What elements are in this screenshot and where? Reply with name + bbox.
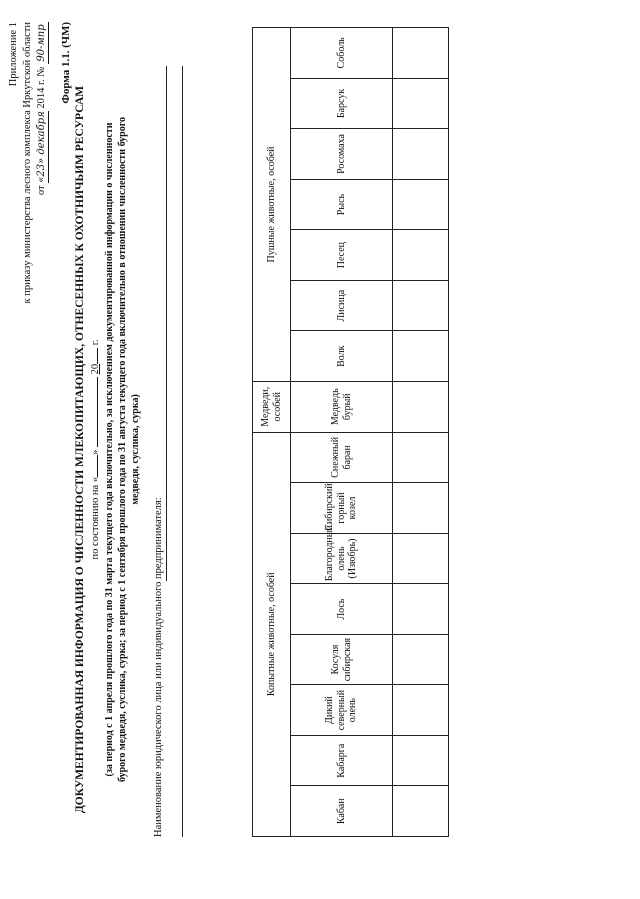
table-data-row [393, 28, 449, 837]
species-header-12: Рысь [291, 179, 393, 230]
data-cell-2[interactable] [393, 685, 449, 736]
form-number: Форма 1.1. (ЧМ) [60, 22, 72, 104]
appendix-order-line: к приказу министерства лесного комплекса Иркутской области [22, 22, 33, 304]
species-header-0: Кабан [291, 786, 393, 837]
data-cell-12[interactable] [393, 179, 449, 230]
data-cell-3[interactable] [393, 634, 449, 685]
period-line-3: медведя, суслика, сурка) [130, 394, 141, 505]
date-handwritten: «23» декабря [36, 111, 47, 183]
appendix-date-line: от «23» декабря 2014 г. № 90-мпр [36, 22, 49, 195]
species-header-14: Барсук [291, 78, 393, 129]
species-header-11: Песец [291, 230, 393, 281]
data-cell-0[interactable] [393, 786, 449, 837]
species-header-1: Кабарга [291, 735, 393, 786]
data-cell-6[interactable] [393, 483, 449, 534]
entity-name-label: Наименование юридического лица или индивидуального предпринимателя: [153, 497, 164, 837]
data-cell-10[interactable] [393, 280, 449, 331]
data-cell-15[interactable] [393, 28, 449, 79]
data-cell-13[interactable] [393, 129, 449, 180]
species-header-5: Благородный олень (Изюбрь) [291, 533, 393, 584]
species-header-3: Косуля сибирская [291, 634, 393, 685]
entity-name-field[interactable] [166, 66, 167, 581]
species-header-13: Росомаха [291, 129, 393, 180]
species-header-2: Дикий северный олень [291, 685, 393, 736]
species-header-10: Лисица [291, 280, 393, 331]
species-header-6: Сибирский горный козел [291, 483, 393, 534]
data-cell-5[interactable] [393, 533, 449, 584]
number-handwritten: 90-мпр [36, 22, 49, 64]
table-group-row [253, 28, 291, 837]
document-title: ДОКУМЕНТИРОВАННАЯ ИНФОРМАЦИЯ О ЧИСЛЕННОСТИ МЛЕКОПИТАЮЩИХ, ОТНЕСЕННЫХ К ОХОТНИЧЬИМ РЕСУРСАМ [74, 85, 86, 814]
species-header-8: Медведь бурый [291, 381, 393, 432]
period-line-1: (за период с 1 апреля прошлого года по 31 марта текущего года включительно, за исключением документированной информации о численности [104, 122, 115, 777]
data-cell-14[interactable] [393, 78, 449, 129]
data-cell-1[interactable] [393, 735, 449, 786]
entity-name-field-2[interactable] [182, 66, 183, 837]
data-cell-9[interactable] [393, 331, 449, 382]
species-header-9: Волк [291, 331, 393, 382]
group-header-bears: Медведи, особей [253, 381, 291, 432]
table-species-row [291, 28, 393, 837]
census-table [252, 27, 449, 837]
data-cell-11[interactable] [393, 230, 449, 281]
group-header-ungulates: Копытные животные, особей [253, 432, 291, 836]
species-header-15: Соболь [291, 28, 393, 79]
as-of-line: по состоянию на «» 20 г. [90, 339, 101, 560]
appendix-label: Приложение 1 [8, 22, 19, 87]
data-cell-4[interactable] [393, 584, 449, 635]
species-header-4: Лось [291, 584, 393, 635]
group-header-furbearers: Пушные животные, особей [253, 28, 291, 382]
species-header-7: Снежный баран [291, 432, 393, 483]
data-cell-7[interactable] [393, 432, 449, 483]
period-line-2: бурого медведя, суслика, сурка; за период с 1 сентября прошлого года по 31 августа текущего года включительно в отношении численности бурого [117, 116, 128, 783]
data-cell-8[interactable] [393, 381, 449, 432]
